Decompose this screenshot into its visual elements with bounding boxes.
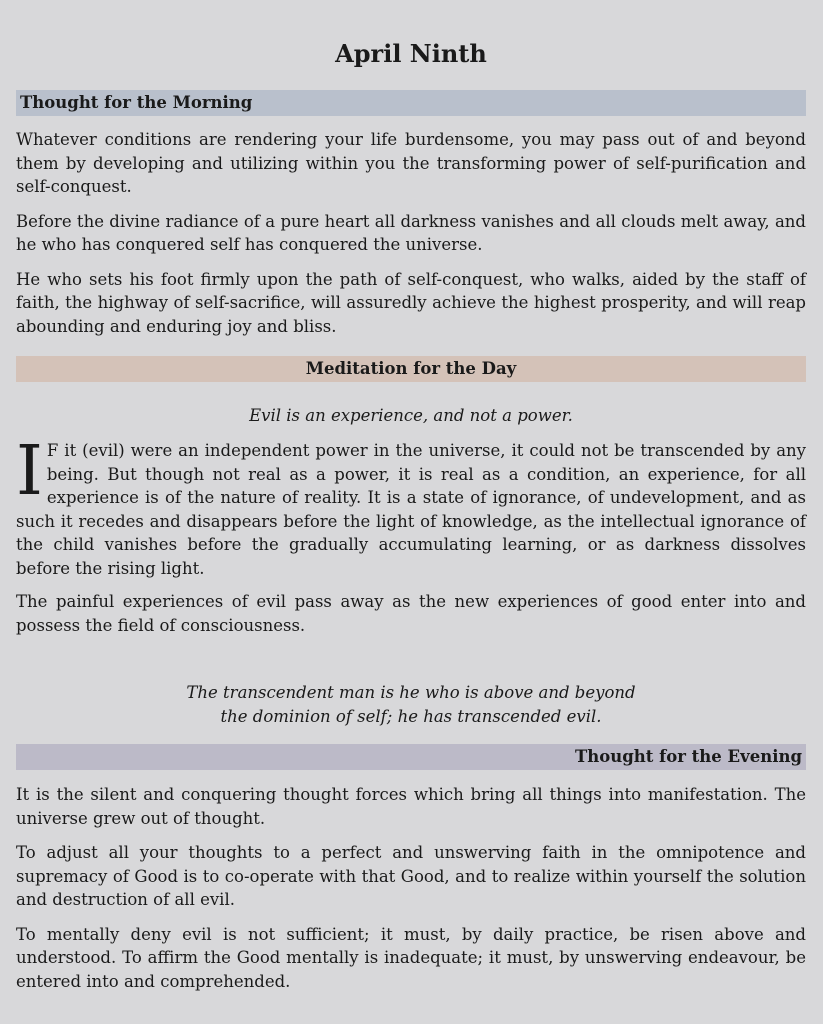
morning-paragraph-1: Whatever conditions are rendering your life burdensome, you may pass out of and beyond them by developing and utilizing within you the transforming power of self-purification and self-conquest. xyxy=(16,130,806,196)
day-paragraph-1 xyxy=(16,432,806,580)
closing-quote xyxy=(16,647,806,744)
evening-section xyxy=(16,770,806,993)
morning-paragraph-2: Before the divine radiance of a pure heart all darkness vanishes and all clouds melt away, and he who has conquered self has conquered the universe. xyxy=(16,211,806,254)
evening-paragraph-2: To adjust all your thoughts to a perfect and unswerving faith in the omnipotence and supremacy of Good is to co-operate with that Good, and to realize within yourself the solution and destruction of all evil. xyxy=(16,843,806,909)
morning-paragraph-3: He who sets his foot firmly upon the path of self-conquest, who walks, aided by the staff of faith, the highway of self-sacrifice, will assuredly achieve the highest prosperity, and will reap abounding and enduring joy and bliss. xyxy=(16,269,806,336)
page-title: April Ninth xyxy=(335,39,487,68)
morning-section xyxy=(16,116,806,338)
drop-cap: I xyxy=(16,432,43,511)
closing-quote-line-1: The transcendent man is he who is above and beyond xyxy=(186,683,636,702)
day-epigraph: Evil is an experience, and not a power. xyxy=(249,406,573,425)
day-paragraph-1-text: F it (evil) were an independent power in the universe, it could not be transcended by any being. But though not real as a power, it is real as a condition, an experience, for all experience is of the nature of reality. It is a state of ignorance, of undevelopment, and as such it recedes and disappears before the light of knowledge, as the intellectual ignorance of the child vanishes before the gradually accumulating learning, or as darkness dissolves before the rising light. xyxy=(16,441,806,578)
evening-paragraph-1: It is the silent and conquering thought forces which bring all things into manifestation. The universe grew out of thought. xyxy=(16,785,806,828)
day-section xyxy=(16,432,806,637)
evening-paragraph-3: To mentally deny evil is not sufficient; it must, by daily practice, be risen above and understood. To affirm the Good mentally is inadequate; it must, by unswerving endeavour, be entered into and comprehended. xyxy=(16,924,806,991)
morning-heading: Thought for the Morning xyxy=(16,90,806,116)
day-paragraph-2: The painful experiences of evil pass away as the new experiences of good enter into and possess the field of consciousness. xyxy=(16,592,806,635)
closing-quote-line-2: the dominion of self; he has transcended evil. xyxy=(220,706,602,726)
day-heading: Meditation for the Day xyxy=(16,356,806,382)
evening-heading: Thought for the Evening xyxy=(16,744,806,770)
